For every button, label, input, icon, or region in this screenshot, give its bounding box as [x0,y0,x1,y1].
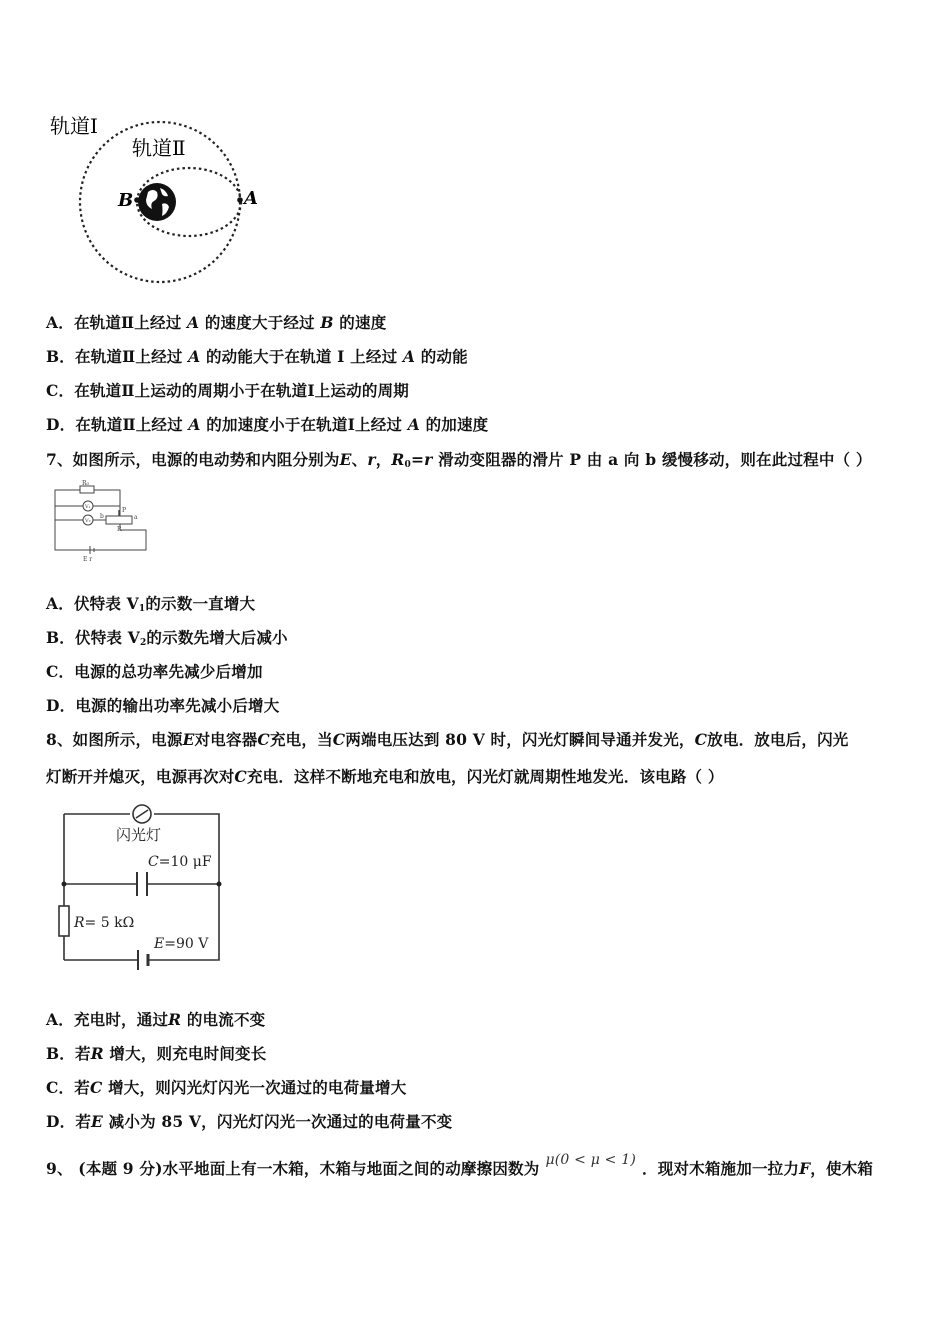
q7-fig-a: a [134,514,138,521]
q7-fig-er: E r [83,556,93,562]
q8-option-d: D．若E 减小为 85 V，闪光灯闪光一次通过的电荷量不变 [46,1112,453,1131]
q6-option-a: A．在轨道Ⅱ上经过 A 的速度大于经过 B 的速度 [46,313,387,332]
q7-circuit-figure [50,478,150,562]
q8-option-a: A．充电时，通过R 的电流不变 [46,1010,266,1029]
q7-stem: 7、如图所示，电源的电动势和内阻分别为E、r，$R_0=r$ 滑动变阻器的滑片 P 由 a 向 b 缓慢移动，则在此过程中（ ） [46,450,872,470]
orbit-figure [44,108,274,293]
q9-stem: 9、 (本题 9 分)水平地面上有一木箱，木箱与地面之间的动摩擦因数为 μ(0 < μ < 1) ．现对木箱施加一拉力F，使木箱 [46,1152,874,1178]
q7-option-a: A．伏特表 $V_1$的示数一直增大 [46,594,256,614]
resistor-label: R= 5 kΩ [74,915,135,931]
point-a-label: A [244,188,258,209]
q6-option-d: D．在轨道Ⅱ上经过 A 的加速度小于在轨道Ⅰ上经过 A 的加速度 [46,415,489,434]
lamp-label: 闪光灯 [116,826,162,844]
earth-icon [138,183,176,221]
capacitor-label: C=10 μF [148,854,212,870]
q8-circuit-figure [52,800,232,975]
q7-option-c: C．电源的总功率先减少后增加 [46,662,263,681]
q7-fig-v1: V₁ [85,504,91,510]
q8-stem-line2: 灯断开并熄灭，电源再次对C充电．这样不断地充电和放电，闪光灯就周期性地发光．该电路（ ） [46,767,724,786]
source-label: E=90 V [154,936,209,952]
q8-stem-line1: 8、如图所示，电源E对电容器C充电，当C两端电压达到 80 V 时，闪光灯瞬间导通并发光，C放电．放电后，闪光 [46,730,849,749]
q7-fig-r0: R₀ [82,480,89,487]
point-b-label: B [118,190,134,211]
q7-fig-b: b [100,513,104,520]
q7-option-b: B．伏特表 $V_2$的示数先增大后减小 [46,628,288,648]
q6-option-c: C．在轨道Ⅱ上运动的周期小于在轨道Ⅰ上运动的周期 [46,381,409,400]
q8-option-b: B．若R 增大，则充电时间变长 [46,1044,267,1063]
point-b [134,197,140,203]
orbit2-label: 轨道Ⅱ [132,136,186,160]
point-a [237,197,243,203]
q9-formula: μ(0 < μ < 1) [545,1152,637,1168]
q8-option-c: C．若C 增大，则闪光灯闪光一次通过的电荷量增大 [46,1078,407,1097]
q7-fig-p: P [122,507,127,514]
orbit1-label: 轨道Ⅰ [50,114,98,138]
q7-fig-r: R [117,526,122,533]
q7-option-d: D．电源的输出功率先减小后增大 [46,696,280,715]
q6-option-b: B．在轨道Ⅱ上经过 A 的动能大于在轨道 I 上经过 A 的动能 [46,347,468,366]
q7-fig-v2: V₂ [85,518,91,524]
